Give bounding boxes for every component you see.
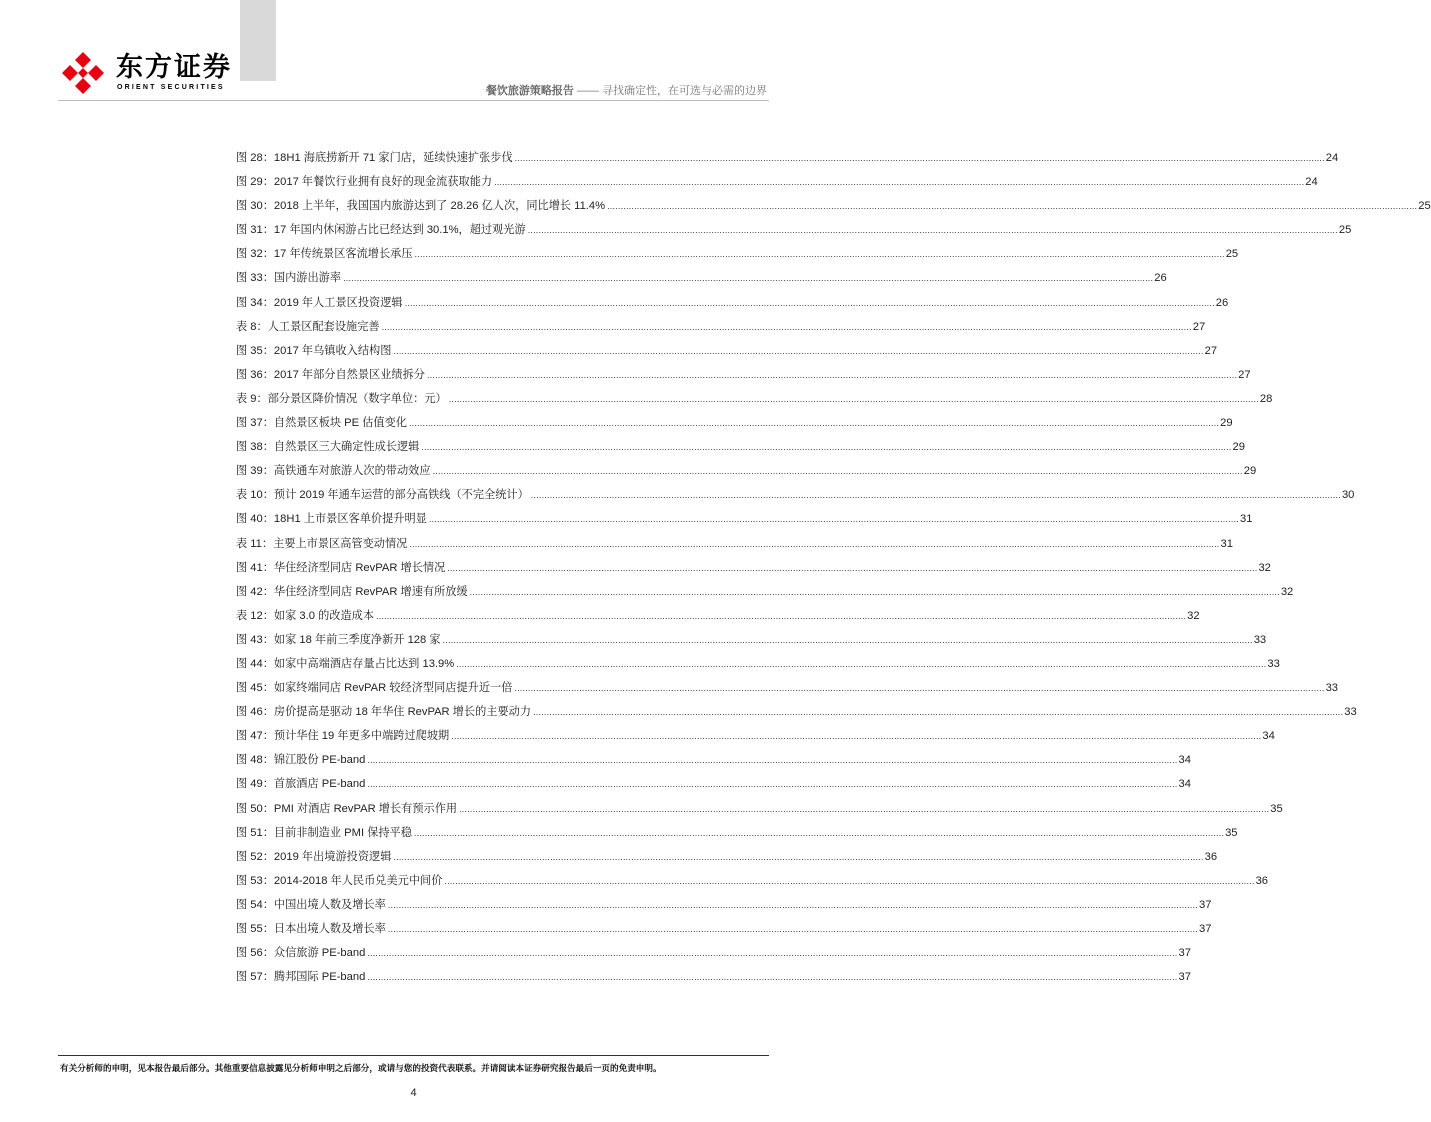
- toc-leader-dots: ............................................................................................................................................................................................................................................................................................................: [427, 369, 1238, 380]
- toc-entry-page: 34: [1178, 778, 1191, 791]
- footer-disclaimer: 有关分析师的申明，见本报告最后部分。其他重要信息披露见分析师申明之后部分，或请与您的投资代表联系。并请阅读本证券研究报告最后一页的免责申明。: [60, 1063, 662, 1073]
- toc-leader-dots: ............................................................................................................................................................................................................................................................................................................: [514, 153, 1325, 163]
- toc-leader-dots: ............................................................................................................................................................................................................................................................................................................: [459, 803, 1270, 814]
- toc-entry[interactable]: [236, 438, 1245, 462]
- toc-entry-page: 36: [1204, 850, 1218, 863]
- toc-entry-label: 图 52：2019 年出境游投资逻辑: [236, 850, 392, 863]
- toc-leader-dots: ............................................................................................................................................................................................................................................................................................................: [387, 924, 1198, 934]
- toc-entry-label: 图 41：华住经济型同店 RevPAR 增长情况: [236, 561, 446, 574]
- toc-entry-label: 图 34：2019 年人工景区投资逻辑: [236, 296, 403, 309]
- toc-entry-page: 25: [1225, 248, 1239, 261]
- toc-entry-label: 图 32：17 年传统景区客流增长承压: [236, 248, 413, 261]
- toc-entry-page: 29: [1232, 441, 1245, 454]
- header-decoration-bar: [240, 0, 276, 81]
- toc-entry[interactable]: [236, 655, 1280, 679]
- toc-entry-label: 图 39：高铁通车对旅游人次的带动效应: [236, 465, 431, 478]
- toc-leader-dots: ............................................................................................................................................................................................................................................................................................................: [432, 466, 1243, 477]
- toc-entry-page: 34: [1178, 754, 1191, 767]
- toc-entry-page: 37: [1198, 898, 1212, 911]
- toc-entry[interactable]: [236, 414, 1233, 438]
- toc-entry[interactable]: [236, 318, 1206, 342]
- toc-entry-page: 37: [1178, 971, 1191, 984]
- toc-entry-page: 29: [1243, 465, 1257, 478]
- toc-leader-dots: ............................................................................................................................................................................................................................................................................................................: [376, 610, 1187, 621]
- toc-leader-dots: ............................................................................................................................................................................................................................................................................................................: [421, 442, 1232, 453]
- toc-leader-dots: ............................................................................................................................................................................................................................................................................................................: [456, 658, 1267, 669]
- toc-entry[interactable]: [236, 872, 1269, 896]
- toc-entry-label: 图 30：2018 上半年，我国国内旅游达到了 28.26 亿人次，同比增长 11.4%: [236, 200, 606, 213]
- toc-entry-label: 图 28：18H1 海底捞新开 71 家门店，延续快速扩张步伐: [236, 152, 513, 164]
- toc-entry-page: 26: [1154, 272, 1167, 285]
- toc-leader-dots: ............................................................................................................................................................................................................................................................................................................: [393, 345, 1204, 356]
- toc-entry-label: 图 36：2017 年部分自然景区业绩拆分: [236, 368, 425, 381]
- toc-entry[interactable]: [236, 607, 1200, 631]
- toc-entry-label: 图 47：预计华住 19 年更多中端跨过爬坡期: [236, 730, 450, 743]
- toc-entry-page: 35: [1270, 802, 1283, 815]
- toc-leader-dots: ............................................................................................................................................................................................................................................................................................................: [367, 972, 1178, 983]
- toc-entry[interactable]: [236, 342, 1218, 366]
- toc-entry-page: 33: [1325, 682, 1339, 695]
- toc-entry[interactable]: [236, 197, 1431, 221]
- toc-entry[interactable]: [236, 920, 1212, 944]
- toc-leader-dots: ............................................................................................................................................................................................................................................................................................................: [444, 875, 1255, 886]
- toc-entry-label: 图 29：2017 年餐饮行业拥有良好的现金流获取能力: [236, 176, 493, 189]
- toc-entry[interactable]: [236, 848, 1218, 872]
- toc-leader-dots: ............................................................................................................................................................................................................................................................................................................: [447, 562, 1258, 573]
- toc-entry[interactable]: [236, 486, 1355, 510]
- toc-entry-page: 35: [1225, 826, 1238, 839]
- toc-leader-dots: ............................................................................................................................................................................................................................................................................................................: [343, 273, 1154, 284]
- toc-entry[interactable]: [236, 944, 1191, 968]
- title-separator: ——: [573, 85, 602, 97]
- page-number: 4: [410, 1087, 417, 1099]
- toc-leader-dots: ............................................................................................................................................................................................................................................................................................................: [414, 249, 1225, 260]
- toc-entry-label: 图 49：首旅酒店 PE-band: [236, 778, 366, 791]
- toc-leader-dots: ............................................................................................................................................................................................................................................................................................................: [533, 707, 1344, 718]
- toc-entry[interactable]: [236, 294, 1229, 318]
- toc-leader-dots: ............................................................................................................................................................................................................................................................................................................: [527, 225, 1338, 236]
- toc-leader-dots: ............................................................................................................................................................................................................................................................................................................: [530, 490, 1341, 501]
- toc-entry-page: 31: [1240, 513, 1253, 526]
- toc-entry-label: 图 38：自然景区三大确定性成长逻辑: [236, 441, 420, 454]
- toc-entry-page: 24: [1305, 176, 1318, 189]
- toc-entry-page: 33: [1253, 633, 1267, 646]
- toc-leader-dots: ............................................................................................................................................................................................................................................................................................................: [387, 899, 1198, 910]
- toc-entry-label: 图 44：如家中高端酒店存量占比达到 13.9%: [236, 657, 455, 670]
- toc-entry-label: 图 31：17 年国内休闲游占比已经达到 30.1%，超过观光游: [236, 224, 526, 237]
- toc-entry-page: 27: [1192, 320, 1206, 333]
- table-of-contents: [236, 149, 1431, 992]
- toc-entry-label: 图 56：众信旅游 PE-band: [236, 947, 366, 960]
- toc-entry[interactable]: [236, 703, 1357, 727]
- toc-entry[interactable]: [236, 510, 1253, 534]
- toc-leader-dots: ............................................................................................................................................................................................................................................................................................................: [381, 321, 1192, 332]
- toc-entry[interactable]: [236, 727, 1275, 751]
- toc-entry[interactable]: [236, 245, 1239, 269]
- toc-entry-label: 图 35：2017 年乌镇收入结构图: [236, 344, 392, 357]
- toc-entry-page: 33: [1267, 657, 1280, 670]
- toc-entry[interactable]: [236, 775, 1191, 799]
- toc-leader-dots: ............................................................................................................................................................................................................................................................................................................: [607, 201, 1418, 212]
- toc-entry[interactable]: [236, 583, 1294, 607]
- toc-entry-label: 图 45：如家终端同店 RevPAR 较经济型同店提升近一倍: [236, 682, 513, 695]
- toc-entry-page: 32: [1280, 585, 1294, 598]
- toc-entry-page: 25: [1338, 224, 1352, 237]
- toc-entry-page: 32: [1187, 609, 1200, 622]
- toc-entry[interactable]: [236, 800, 1283, 824]
- brand-name-en: ORIENT SECURITIES: [117, 84, 225, 91]
- toc-leader-dots: ............................................................................................................................................................................................................................................................................................................: [367, 948, 1178, 959]
- toc-leader-dots: ............................................................................................................................................................................................................................................................................................................: [448, 393, 1259, 404]
- toc-leader-dots: ............................................................................................................................................................................................................................................................................................................: [469, 586, 1280, 597]
- toc-entry-page: 27: [1204, 344, 1218, 357]
- toc-entry-page: 31: [1220, 537, 1233, 550]
- toc-entry-label: 图 43：如家 18 年前三季度净新开 128 家: [236, 633, 441, 646]
- toc-entry[interactable]: [236, 824, 1238, 848]
- toc-entry-label: 表 10：预计 2019 年通车运营的部分高铁线（不完全统计）: [236, 489, 529, 502]
- toc-entry-page: 25: [1418, 200, 1431, 213]
- toc-entry-page: 29: [1220, 417, 1233, 430]
- toc-leader-dots: ............................................................................................................................................................................................................................................................................................................: [409, 538, 1220, 549]
- toc-entry[interactable]: [236, 968, 1191, 992]
- toc-entry[interactable]: [236, 173, 1318, 197]
- toc-entry-label: 图 51：目前非制造业 PMI 保持平稳: [236, 826, 412, 839]
- toc-entry[interactable]: [236, 149, 1339, 173]
- toc-leader-dots: ............................................................................................................................................................................................................................................................................................................: [367, 779, 1178, 790]
- toc-leader-dots: ............................................................................................................................................................................................................................................................................................................: [413, 827, 1225, 838]
- toc-entry[interactable]: [236, 631, 1267, 655]
- toc-entry-label: 表 12：如家 3.0 的改造成本: [236, 609, 375, 622]
- toc-entry[interactable]: [236, 462, 1257, 486]
- toc-entry[interactable]: [236, 679, 1339, 703]
- toc-entry-page: 33: [1344, 706, 1357, 719]
- toc-entry-label: 图 42：华住经济型同店 RevPAR 增速有所放缓: [236, 585, 468, 598]
- toc-entry-page: 30: [1341, 489, 1355, 502]
- toc-entry[interactable]: [236, 390, 1273, 414]
- toc-entry-page: 37: [1178, 947, 1191, 960]
- toc-leader-dots: ............................................................................................................................................................................................................................................................................................................: [442, 634, 1253, 645]
- toc-leader-dots: ............................................................................................................................................................................................................................................................................................................: [393, 851, 1204, 862]
- toc-entry-page: 26: [1215, 296, 1229, 309]
- toc-entry-label: 图 57：腾邦国际 PE-band: [236, 971, 366, 984]
- toc-entry[interactable]: [236, 535, 1233, 559]
- report-subtitle: 寻找确定性，在可选与必需的边界: [602, 85, 767, 97]
- toc-entry-label: 图 54：中国出境人数及增长率: [236, 898, 386, 911]
- toc-entry-label: 图 55：日本出境人数及增长率: [236, 923, 386, 935]
- toc-entry-label: 表 9：部分景区降价情况（数字单位：元）: [236, 392, 447, 405]
- toc-entry-label: 图 48：锦江股份 PE-band: [236, 754, 366, 767]
- toc-leader-dots: ............................................................................................................................................................................................................................................................................................................: [451, 731, 1262, 742]
- report-title: 餐饮旅游策略报告: [485, 85, 574, 97]
- toc-entry[interactable]: [236, 366, 1251, 390]
- header-divider: [58, 100, 769, 101]
- toc-entry-page: 24: [1325, 152, 1339, 164]
- toc-entry-page: 36: [1255, 874, 1269, 887]
- toc-entry-page: 28: [1259, 392, 1273, 405]
- toc-leader-dots: ............................................................................................................................................................................................................................................................................................................: [408, 418, 1220, 429]
- toc-entry[interactable]: [236, 751, 1191, 775]
- toc-leader-dots: ............................................................................................................................................................................................................................................................................................................: [428, 514, 1240, 525]
- toc-entry-label: 表 11：主要上市景区高管变动情况: [236, 537, 408, 550]
- brand-name-cn: 东方证券: [116, 52, 232, 82]
- toc-entry-label: 图 46：房价提高是驱动 18 年华住 RevPAR 增长的主要动力: [236, 706, 532, 719]
- toc-entry-label: 图 50：PMI 对酒店 RevPAR 增长有预示作用: [236, 802, 458, 815]
- toc-entry-label: 图 40：18H1 上市景区客单价提升明显: [236, 513, 427, 526]
- toc-entry[interactable]: [236, 221, 1352, 245]
- toc-entry-label: 表 8：人工景区配套设施完善: [236, 320, 380, 333]
- toc-entry-page: 37: [1198, 923, 1212, 935]
- toc-entry[interactable]: [236, 559, 1271, 583]
- footer-divider: [58, 1055, 769, 1056]
- toc-entry-page: 32: [1258, 561, 1271, 574]
- toc-leader-dots: ............................................................................................................................................................................................................................................................................................................: [367, 755, 1178, 766]
- toc-entry-page: 34: [1262, 730, 1275, 743]
- toc-entry-label: 图 33：国内游出游率: [236, 272, 342, 285]
- toc-entry[interactable]: [236, 269, 1167, 293]
- report-header: [486, 82, 767, 98]
- toc-entry-label: 图 37：自然景区板块 PE 估值变化: [236, 417, 407, 430]
- toc-leader-dots: ............................................................................................................................................................................................................................................................................................................: [404, 297, 1215, 308]
- orient-securities-logo-icon: [58, 50, 108, 96]
- toc-leader-dots: ............................................................................................................................................................................................................................................................................................................: [514, 683, 1325, 694]
- toc-entry[interactable]: [236, 896, 1212, 920]
- toc-leader-dots: ............................................................................................................................................................................................................................................................................................................: [494, 177, 1305, 188]
- toc-entry-page: 27: [1238, 368, 1251, 381]
- toc-entry-label: 图 53：2014-2018 年人民币兑美元中间价: [236, 874, 443, 887]
